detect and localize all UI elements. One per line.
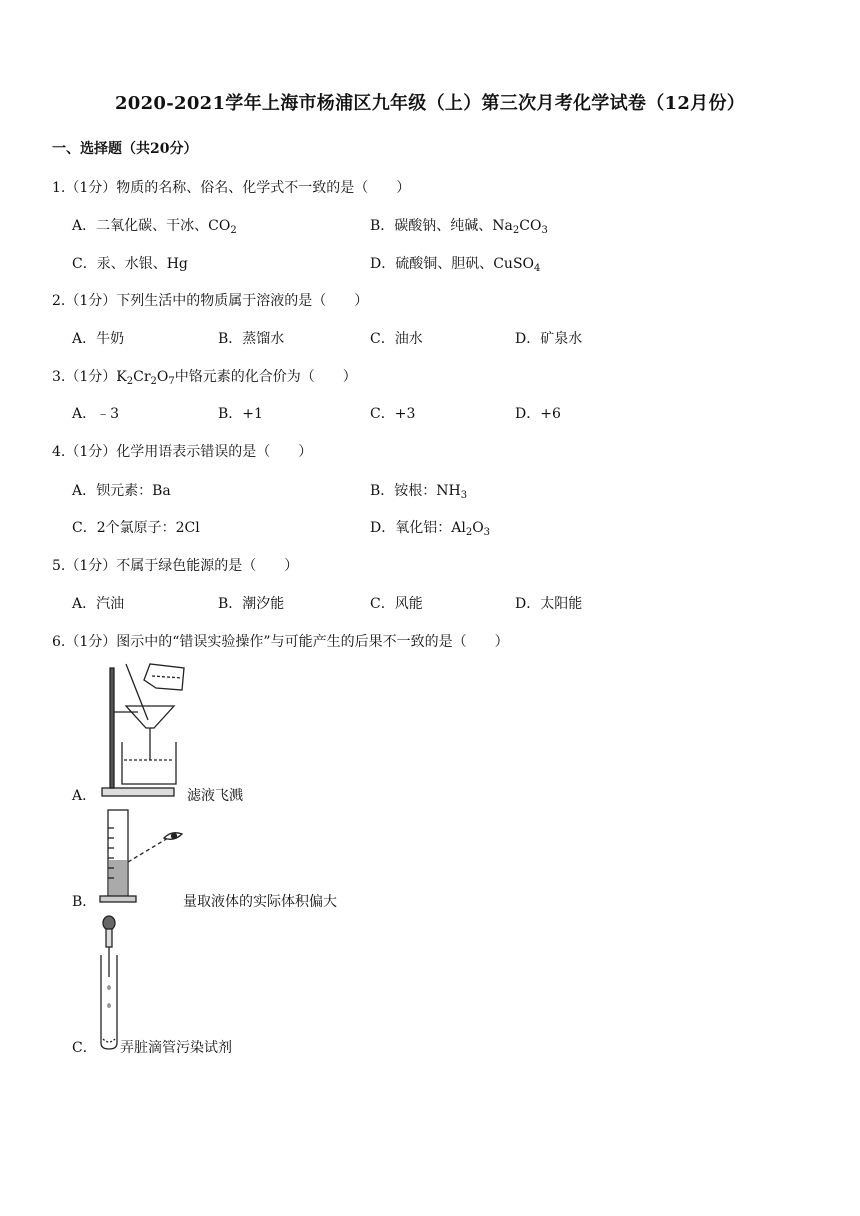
q6-option-a[interactable] bbox=[72, 785, 96, 805]
q6-option-c-label: 弄脏滴管污染试剂 bbox=[120, 1040, 232, 1056]
q6-option-c[interactable] bbox=[72, 1037, 97, 1057]
q5-option-a[interactable]: A．汽油 bbox=[72, 596, 125, 612]
q4-option-b[interactable]: B．铵根：$NH_3$ bbox=[370, 483, 468, 501]
question-1-stem: 1.（1分）物质的名称、俗名、化学式不一致的是（ ） bbox=[52, 180, 411, 196]
q6-option-b-label: 量取液体的实际体积偏大 bbox=[183, 894, 337, 910]
question-2-stem: 2.（1分）下列生活中的物质属于溶液的是（ ） bbox=[52, 293, 369, 309]
q6-option-b[interactable] bbox=[72, 891, 96, 911]
q6-option-a-label: 滤液飞溅 bbox=[187, 788, 243, 804]
section-heading: 一、选择题（共20分） bbox=[52, 141, 198, 157]
graduated-cylinder-diagram bbox=[98, 808, 190, 908]
question-6-stem: 6.（1分）图示中的“错误实验操作”与可能产生的后果不一致的是（ ） bbox=[52, 634, 509, 650]
q1-option-b[interactable]: B．碳酸钠、纯碱、$Na_2CO_3$ bbox=[370, 218, 548, 236]
q6-option-c-letter: C． bbox=[72, 1040, 97, 1056]
q4-option-c[interactable]: C．2个氯原子：2Cl bbox=[72, 520, 200, 536]
q1-option-a[interactable]: A．二氧化碳、干冰、$CO_2$ bbox=[72, 218, 237, 236]
q4-option-d[interactable]: D．氧化铝：$Al_2O_3$ bbox=[370, 520, 491, 538]
question-5-stem: 5.（1分）不属于绿色能源的是（ ） bbox=[52, 558, 299, 574]
question-4-stem: 4.（1分）化学用语表示错误的是（ ） bbox=[52, 444, 313, 460]
dropper-test-tube-diagram bbox=[96, 915, 120, 1055]
q3-option-a[interactable]: A．﹣3 bbox=[72, 406, 120, 422]
q2-option-c[interactable]: C．油水 bbox=[370, 331, 423, 347]
q2-option-a[interactable]: A．牛奶 bbox=[72, 331, 125, 347]
exam-title: 2020-2021学年上海市杨浦区九年级（上）第三次月考化学试卷（12月份） bbox=[114, 93, 746, 114]
question-3-stem: 3.（1分）$K_2Cr_2O_7$中铬元素的化合价为（ ） bbox=[52, 369, 357, 387]
filtration-diagram bbox=[98, 660, 188, 802]
q1-option-c[interactable]: C．汞、水银、Hg bbox=[72, 256, 188, 272]
q2-option-b[interactable]: B．蒸馏水 bbox=[218, 331, 285, 347]
q3-option-c[interactable]: C．+3 bbox=[370, 406, 416, 422]
q2-option-d[interactable]: D．矿泉水 bbox=[515, 331, 583, 347]
q1-option-d[interactable]: D．硫酸铜、胆矾、CuSO$_4$ bbox=[370, 256, 541, 274]
q6-option-a-letter: A． bbox=[72, 788, 97, 804]
q4-option-a[interactable]: A．钡元素：Ba bbox=[72, 483, 171, 499]
q5-option-b[interactable]: B．潮汐能 bbox=[218, 596, 285, 612]
q5-option-d[interactable]: D．太阳能 bbox=[515, 596, 583, 612]
q5-option-c[interactable]: C．风能 bbox=[370, 596, 423, 612]
q3-option-b[interactable]: B．+1 bbox=[218, 406, 263, 422]
q3-option-d[interactable]: D．+6 bbox=[515, 406, 561, 422]
q6-option-b-letter: B． bbox=[72, 894, 97, 910]
